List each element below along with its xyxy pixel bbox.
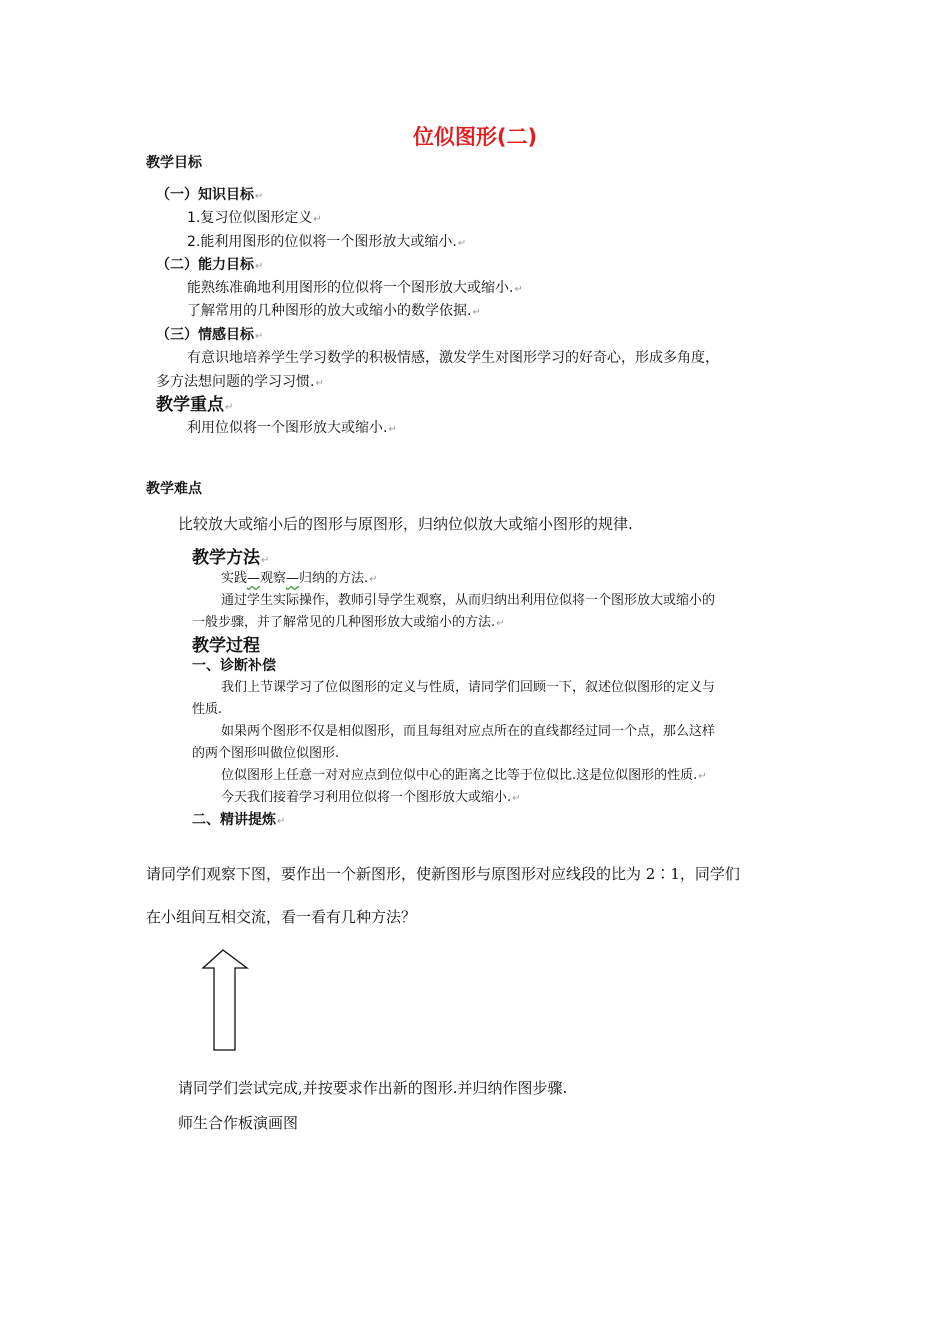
diagnosis-line-1: 我们上节课学习了位似图形的定义与性质，请同学们回顾一下，叙述位似图形的定义与 bbox=[221, 680, 716, 695]
ability-goal-item-1: 能熟练准确地利用图形的位似将一个图形放大或缩小.↵ bbox=[187, 280, 523, 296]
key-point-heading: 教学重点↵ bbox=[156, 395, 234, 415]
knowledge-goal-item-2: 2.能利用图形的位似将一个图形放大或缩小.↵ bbox=[187, 234, 467, 250]
document-title: 位似图形(二) bbox=[412, 125, 538, 149]
diagnosis-line-5: 位似图形上任意一对对应点到位似中心的距离之比等于位似比.这是位似图形的性质.↵ bbox=[221, 768, 707, 783]
up-arrow-figure bbox=[198, 948, 254, 1054]
process-heading: 教学过程 bbox=[192, 636, 260, 656]
knowledge-goal-heading: （一）知识目标↵ bbox=[156, 187, 264, 203]
emotion-goal-line-2: 多方法想问题的学习习惯.↵ bbox=[156, 374, 324, 390]
refine-heading: 二、精讲提炼↵ bbox=[192, 812, 286, 828]
task-after-line-2: 师生合作板演画图 bbox=[178, 1114, 299, 1132]
difficulty-heading: 教学难点 bbox=[146, 481, 202, 497]
key-point-text: 利用位似将一个图形放大或缩小.↵ bbox=[187, 420, 397, 436]
difficulty-text: 比较放大或缩小后的图形与原图形，归纳位似放大或缩小图形的规律. bbox=[178, 515, 633, 533]
task-line-2: 在小组间互相交流，看一看有几种方法？ bbox=[146, 908, 417, 926]
emotion-goal-line-1: 有意识地培养学生学习数学的积极情感，激发学生对图形学习的好奇心，形成多角度， bbox=[187, 350, 719, 366]
ability-goal-heading: （二）能力目标↵ bbox=[156, 257, 264, 273]
diagnosis-line-6: 今天我们接着学习利用位似将一个图形放大或缩小.↵ bbox=[221, 790, 521, 805]
objectives-heading: 教学目标 bbox=[146, 155, 202, 171]
ability-goal-item-2: 了解常用的几种图形的放大或缩小的数学依据.↵ bbox=[187, 303, 481, 319]
diagnosis-heading: 一、诊断补偿 bbox=[192, 658, 276, 674]
knowledge-goal-item-1: 1.复习位似图形定义↵ bbox=[187, 210, 322, 226]
method-heading: 教学方法↵ bbox=[192, 548, 270, 568]
method-line-2: 通过学生实际操作，教师引导学生观察，从而归纳出利用位似将一个图形放大或缩小的 bbox=[221, 593, 716, 608]
task-line-1: 请同学们观察下图，要作出一个新图形，使新图形与原图形对应线段的比为 2∶1，同学们 bbox=[146, 865, 740, 883]
method-line-3: 一般步骤，并了解常见的几种图形放大或缩小的方法.↵ bbox=[192, 615, 505, 630]
method-line-1: 实践—观察—归纳的方法.↵ bbox=[221, 571, 378, 586]
task-after-line-1: 请同学们尝试完成,并按要求作出新的图形.并归纳作图步骤. bbox=[178, 1079, 568, 1097]
diagnosis-line-4: 的两个图形叫做位似图形. bbox=[192, 746, 340, 761]
diagnosis-line-2: 性质. bbox=[192, 702, 223, 717]
emotion-goal-heading: （三）情感目标↵ bbox=[156, 327, 264, 343]
diagnosis-line-3: 如果两个图形不仅是相似图形，而且每组对应点所在的直线都经过同一个点，那么这样 bbox=[221, 724, 716, 739]
